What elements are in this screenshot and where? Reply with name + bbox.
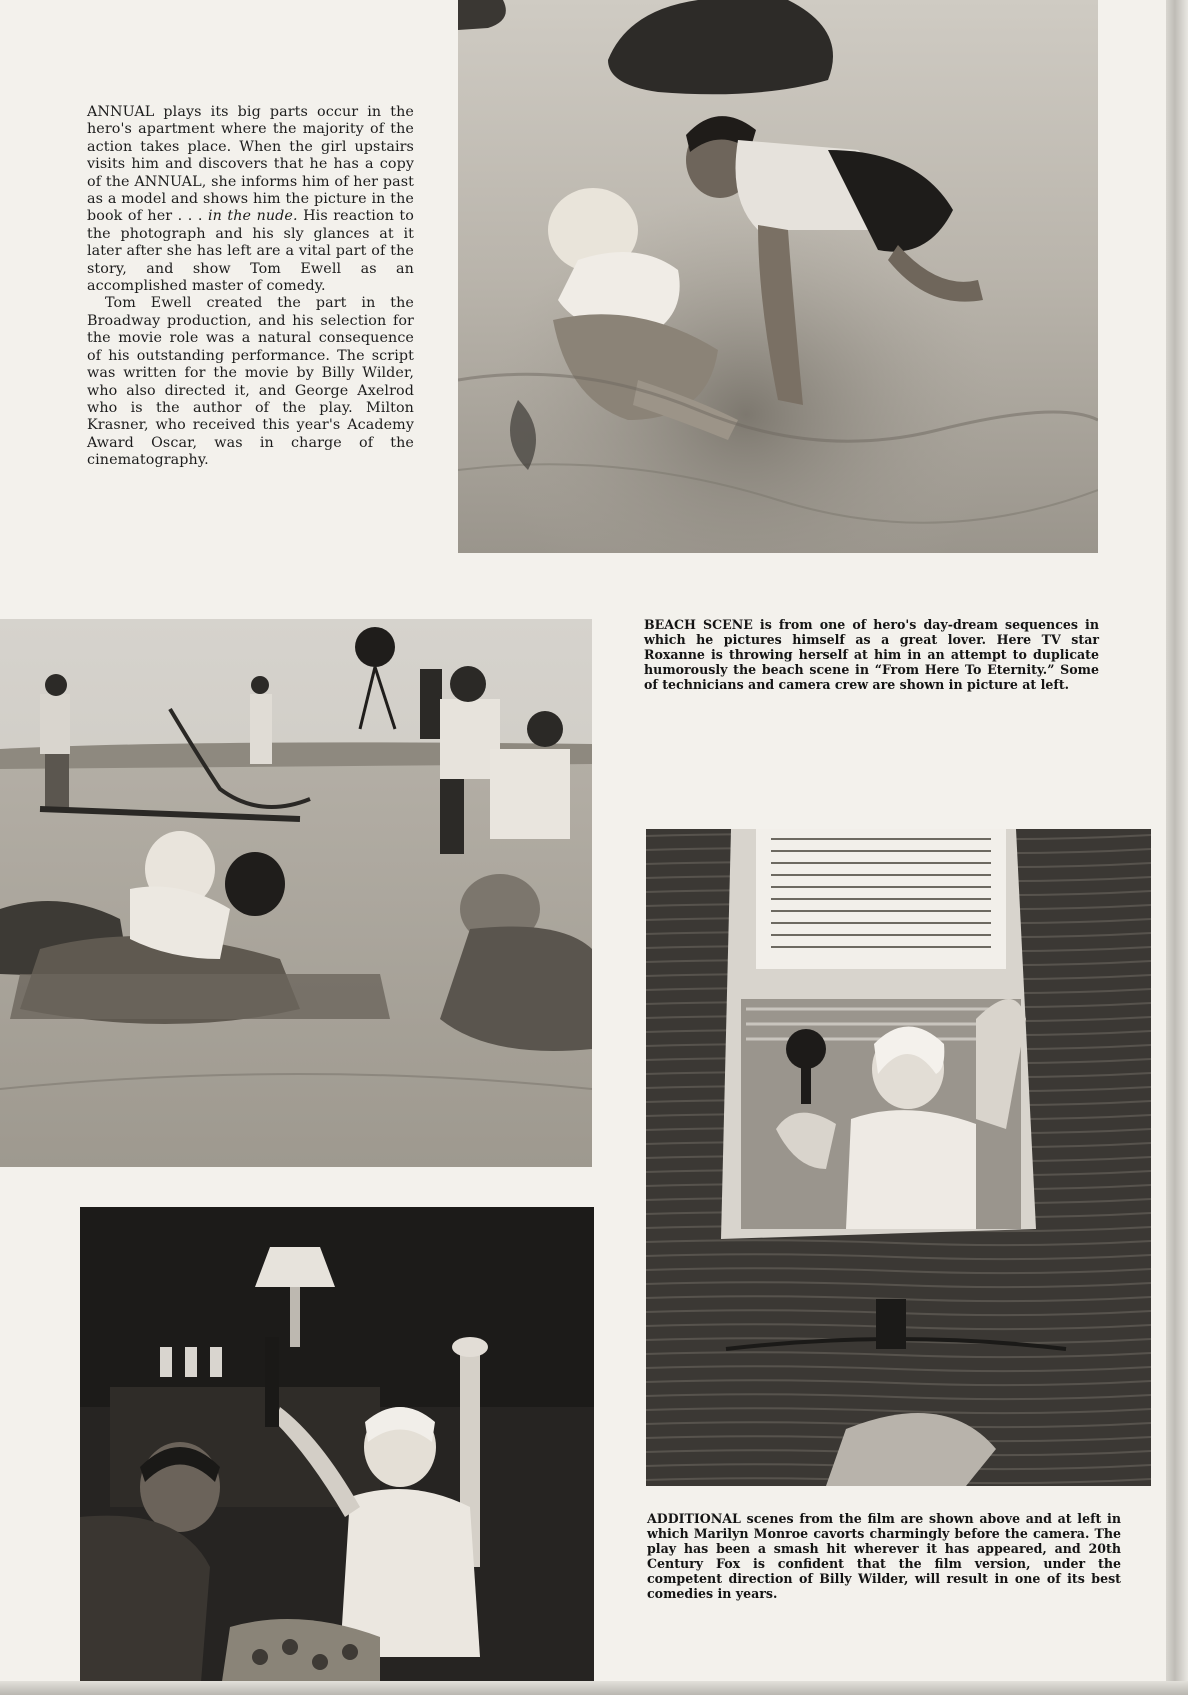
article-paragraph-1 — [87, 104, 414, 295]
film-crew-photo — [0, 619, 592, 1167]
apartment-scene-photo — [80, 1207, 594, 1695]
article-body-text — [87, 104, 414, 470]
page-edge — [1166, 0, 1188, 1695]
beach-caption-lead: BEACH SCENE — [644, 617, 753, 632]
paragraph-1-italic: in the nude. — [207, 208, 298, 225]
beach-scene-caption — [644, 617, 1099, 692]
additional-scenes-caption — [647, 1511, 1121, 1601]
paragraph-1-text: ANNUAL plays its big parts occur in the hero's apartment where the majority of the action takes place. When the girl upstairs visits him and discovers that he has a copy of the ANNUAL, she informs him of her past as a model and shows him the picture in the book of her . . . — [87, 104, 414, 225]
window-scene-photo — [646, 829, 1151, 1486]
article-paragraph-2: Tom Ewell created the part in the Broadway production, and his selection for the movie role was a natural consequence of his outstanding performance. The script was written for the movie by Billy Wilder, who also directed it, and George Axelrod who is the author of the play. Milton Krasner, who received this year's Academy Award Oscar, was in charge of the cinematography. — [87, 295, 414, 469]
page-bottom-edge — [0, 1681, 1188, 1695]
additional-caption-lead: ADDITIONAL — [647, 1511, 741, 1526]
beach-caption-text: is from one of hero's day-dream sequences in which he pictures himself as a great lover. Here TV star Roxanne is throwing herself at him in an attempt to duplicate humorously the beach scene in “From Here To Eternity.” Some of technicians and camera crew are shown in picture at left. — [644, 617, 1099, 692]
additional-caption-text: scenes from the film are shown above and at left in which Marilyn Monroe cavorts charmingly before the camera. The play has been a smash hit wherever it has appeared, and 20th Century Fox is confident that the film version, under the competent direction of Billy Wilder, will result in one of its best comedies in years. — [647, 1511, 1121, 1601]
beach-scene-photo — [458, 0, 1098, 553]
paragraph-1-end: His reaction to the photograph and his sly glances at it later after she has left are a vital part of the story, and show Tom Ewell as an accomplished master of comedy. — [87, 208, 414, 295]
